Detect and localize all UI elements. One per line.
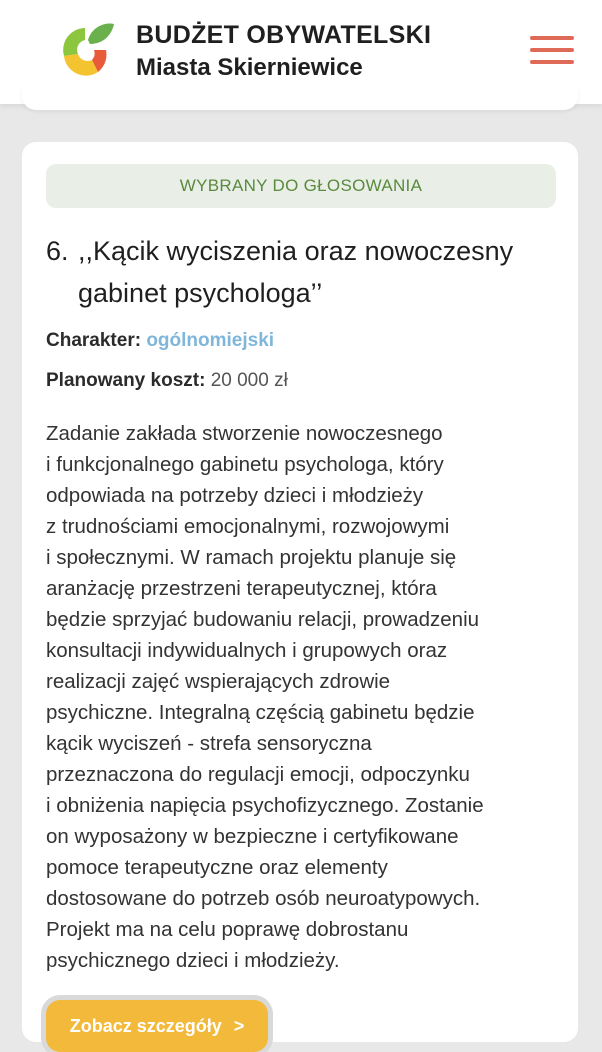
description-line: Projekt ma na celu poprawę dobrostanu <box>46 918 409 941</box>
character-row <box>46 330 274 352</box>
description-line: i funkcjonalnego gabinetu psychologa, który <box>46 453 444 476</box>
description-line: kącik wyciszeń - strefa sensoryczna <box>46 732 372 755</box>
description-line: pomoce terapeutyczne oraz elementy <box>46 856 388 879</box>
details-button[interactable] <box>46 1000 268 1052</box>
hamburger-menu-icon[interactable] <box>530 36 574 64</box>
description-line: realizacji zajęć wspierających zdrowie <box>46 670 391 693</box>
previous-card-edge <box>22 88 578 110</box>
cost-row <box>46 370 288 392</box>
brand-subtitle: Miasta Skierniewice <box>136 54 363 81</box>
menu-bar <box>530 36 574 40</box>
project-title-text: ,,Kącik wyciszenia oraz nowoczesny gabinet psychologa’’ <box>78 236 514 308</box>
description-line: psychiczne. Integralną częścią gabinetu będzie <box>46 701 475 724</box>
description-line: dostosowane do potrzeb osób neuroatypowych. <box>46 887 481 910</box>
description-line: on wyposażony w bezpieczne i certyfikowane <box>46 825 459 848</box>
description-line: i społecznymi. W ramach projektu planuje się <box>46 546 457 569</box>
description-line: aranżację przestrzeni terapeutycznej, która <box>46 577 437 600</box>
description-line: odpowiada na potrzeby dzieci i młodzieży <box>46 484 424 507</box>
description-line: będzie sprzyjać budowaniu relacji, prowadzeniu <box>46 608 480 631</box>
project-title <box>46 230 556 314</box>
description-line: przeznaczona do regulacji emocji, odpoczynku <box>46 763 470 786</box>
project-number: 6. <box>46 236 69 266</box>
description-line: Zadanie zakłada stworzenie nowoczesnego <box>46 422 443 445</box>
details-button-label: Zobacz szczegóły <box>69 1015 222 1036</box>
description-line: konsultacji indywidualnych i grupowych oraz <box>46 639 448 662</box>
menu-bar <box>530 48 574 52</box>
project-card <box>22 142 578 1042</box>
cost-value: 20 000 zł <box>210 370 288 391</box>
brand-title: BUDŻET OBYWATELSKI <box>136 21 432 49</box>
character-label: Charakter: <box>46 330 142 351</box>
budget-logo-icon[interactable] <box>54 20 116 80</box>
description-line: psychicznego dzieci i młodzieży. <box>46 949 340 972</box>
character-value-link[interactable]: ogólnomiejski <box>146 330 275 351</box>
menu-bar <box>530 60 574 64</box>
project-description <box>46 418 558 976</box>
cost-label: Planowany koszt: <box>46 370 206 391</box>
description-line: i obniżenia napięcia psychofizycznego. Zostanie <box>46 794 484 817</box>
status-badge: WYBRANY DO GŁOSOWANIA <box>46 164 556 208</box>
chevron-right-icon: > <box>233 1015 245 1036</box>
description-line: z trudnościami emocjonalnymi, rozwojowymi <box>46 515 450 538</box>
